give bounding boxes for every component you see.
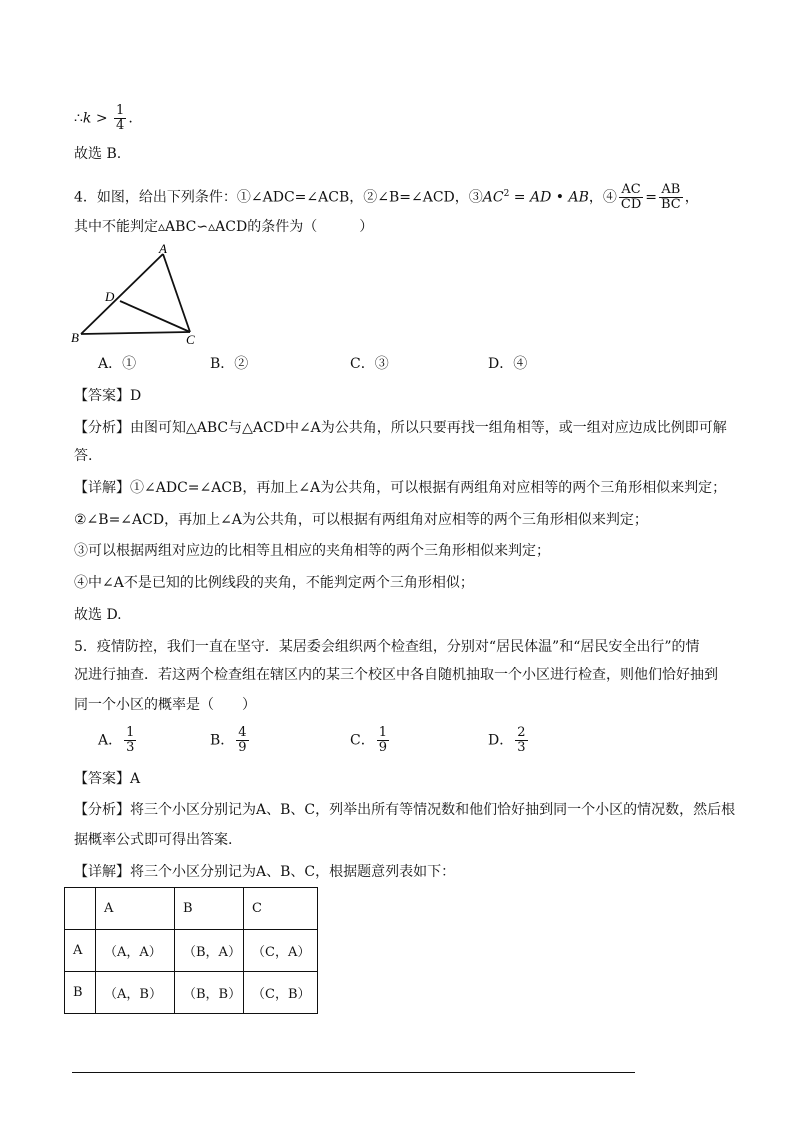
cond4-equals: =: [645, 189, 657, 206]
q5-option-d: [488, 726, 530, 755]
q4-option-a: A．①: [98, 356, 137, 372]
side-bc: [81, 332, 190, 334]
q4-choice: 故选 D.: [74, 607, 122, 623]
q5-analysis-line2: 据概率公式即可得出答案.: [74, 832, 233, 848]
table-header-cell: A: [96, 888, 175, 930]
fraction-denominator: 4: [116, 118, 125, 133]
q5-stem-line1: 5．疫情防控，我们一直在坚守．某居委会组织两个检查组，分别对“居民体温”和“居民安全出行”的情: [74, 639, 700, 655]
cond4-fraction-left: [619, 183, 643, 212]
q4-stem-text: 4．如图，给出下列条件：①∠ADC=∠ACB，②∠B=∠ACD，③: [74, 189, 483, 206]
fraction-numerator: AB: [659, 183, 683, 198]
fraction-denominator: 3: [126, 740, 135, 755]
fraction-denominator: 9: [238, 740, 247, 755]
q4-analysis-line2: 答.: [74, 448, 93, 464]
variable-k: k: [82, 110, 92, 127]
fraction-numerator: 2: [517, 725, 526, 740]
table-cell: （B，B）: [175, 972, 244, 1014]
segment-dc: [120, 301, 190, 332]
option-label: B．: [210, 732, 235, 749]
table-cell: （A，A）: [96, 930, 175, 972]
q4-detail-line3: ③可以根据两组对应边的比相等且相应的夹角相等的两个三角形相似来判定；: [74, 543, 550, 559]
table-row: [65, 972, 318, 1014]
q5-option-a: [98, 726, 138, 755]
fraction-one-quarter: [114, 104, 126, 133]
table-cell: （C，A）: [244, 930, 318, 972]
fraction-denominator: 3: [517, 740, 526, 755]
triangle-figure: [70, 244, 200, 350]
table-cell: （B，A）: [175, 930, 244, 972]
fraction-denominator: BC: [661, 197, 681, 212]
vertex-label-b: B: [71, 330, 79, 345]
fraction-numerator: AC: [619, 183, 643, 198]
q5-stem-line2: 况进行抽查．若这两个检查组在辖区内的某三个校区中各自随机抽取一个小区进行检查，则他们恰好抽到: [74, 667, 718, 683]
cond3-equals: =: [509, 189, 530, 206]
table-cell: （A，B）: [96, 972, 175, 1014]
cond4-marker: ，④: [588, 189, 617, 206]
q5-option-c: [350, 726, 391, 755]
q4-analysis-line1: 【分析】由图可知△ABC与△ACD中∠A为公共角，所以只要再找一组角相等，或一组对应边成比例即可解: [74, 420, 727, 436]
option-fraction: [515, 726, 527, 755]
option-fraction: [236, 726, 248, 755]
option-fraction: [124, 726, 136, 755]
vertex-label-d: D: [105, 289, 115, 304]
cond3-ac: AC: [482, 189, 504, 206]
q5-option-b: [210, 726, 251, 755]
q4-detail-line4: ④中∠A不是已知的比例线段的夹角，不能判定两个三角形相似；: [74, 575, 474, 591]
option-label: D．: [488, 732, 514, 749]
q3-choice: 故选 B.: [74, 146, 122, 162]
cond3-exponent: 2: [503, 188, 510, 199]
q4-stem-line1: [74, 183, 699, 212]
q4-option-b: B．②: [210, 356, 249, 372]
period: .: [128, 110, 133, 127]
option-label: A．: [98, 732, 123, 749]
q4-answer: 【答案】D: [74, 388, 142, 404]
fraction-numerator: 4: [238, 725, 247, 740]
q4-stem-line2: 其中不能判定▵ABC∽▵ACD的条件为（ ）: [74, 219, 374, 235]
fraction-denominator: 9: [378, 740, 387, 755]
q5-stem-line3: 同一个小区的概率是（ ）: [74, 697, 256, 713]
q5-analysis-line1: 【分析】将三个小区分别记为A、B、C，列举出所有等情况数和他们恰好抽到同一个小区的情况数，然后根: [74, 802, 736, 818]
q5-detail-line1: 【详解】将三个小区分别记为A、B、C，根据题意列表如下：: [74, 864, 456, 880]
table-header-cell: C: [244, 888, 318, 930]
outcome-table: [64, 887, 318, 1014]
table-row-header: A: [65, 930, 96, 972]
q4-detail-line1: 【详解】①∠ADC=∠ACB，再加上∠A为公共角，可以根据有两组角对应相等的两个三角形相似来判定；: [74, 480, 727, 496]
option-fraction: [377, 726, 389, 755]
table-header-cell: B: [175, 888, 244, 930]
table-header-row: [65, 888, 318, 930]
side-ac: [163, 254, 190, 332]
vertex-label-a: A: [159, 244, 167, 256]
table-cell: [65, 888, 96, 930]
cond4-fraction-right: [659, 183, 683, 212]
q5-answer: 【答案】A: [74, 771, 141, 787]
footer-divider: [72, 1072, 635, 1073]
vertex-label-c: C: [186, 332, 195, 347]
therefore-symbol: ∴: [74, 110, 83, 127]
option-label: C．: [350, 732, 375, 749]
table-row: [65, 930, 318, 972]
gt-sign: >: [91, 110, 113, 127]
fraction-denominator: CD: [620, 197, 642, 212]
q4-option-c: C．③: [350, 356, 389, 372]
q4-detail-line2: ②∠B=∠ACD，再加上∠A为公共角，可以根据有两组角对应相等的两个三角形相似来判定；: [74, 512, 648, 528]
q3-conclusion: [74, 104, 133, 133]
cond3-rhs: AD • AB: [529, 189, 589, 206]
table-row-header: B: [65, 972, 96, 1014]
q4-stem-end: ，: [684, 189, 699, 206]
fraction-numerator: 1: [116, 103, 125, 118]
q4-option-d: D．④: [488, 356, 528, 372]
side-ab: [81, 254, 163, 334]
table-cell: （C，B）: [244, 972, 318, 1014]
fraction-numerator: 1: [378, 725, 387, 740]
fraction-numerator: 1: [126, 725, 135, 740]
